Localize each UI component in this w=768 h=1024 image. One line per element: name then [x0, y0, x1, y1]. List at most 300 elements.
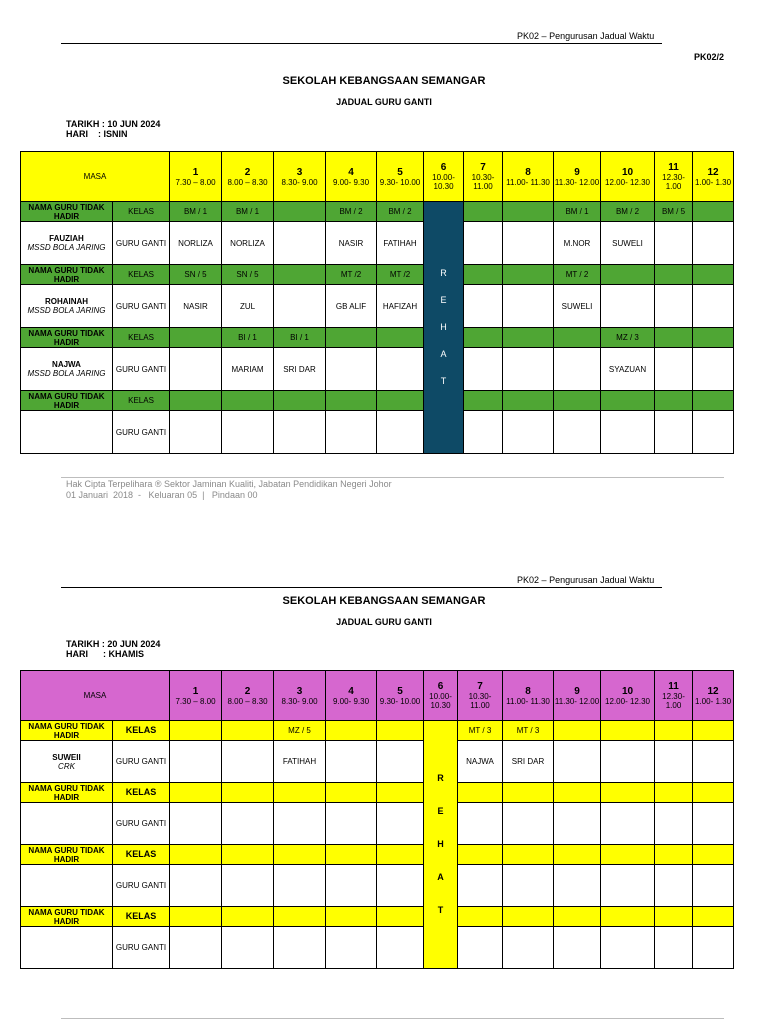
class-cell [503, 328, 554, 348]
class-cell [377, 328, 424, 348]
period-time: 7.30 – 8.00 [175, 696, 216, 706]
absent-teacher-label: NAMA GURU TIDAK HADIR [21, 845, 113, 865]
class-cell [170, 721, 222, 741]
period-number: 7 [480, 162, 486, 173]
masa-header: MASA [21, 152, 170, 202]
class-cell [170, 783, 222, 803]
period-time: 7.30 – 8.00 [175, 177, 216, 187]
rehat-letter: T [437, 905, 444, 915]
relief-teacher-cell [655, 222, 693, 265]
period-number: 10 [621, 685, 634, 697]
relief-teacher-cell: NASIR [170, 285, 222, 328]
class-cell: MZ / 5 [274, 721, 326, 741]
relief-teacher-cell [503, 411, 554, 454]
kelas-label: KELAS [113, 783, 170, 803]
relief-teacher-cell [601, 741, 655, 783]
period-header-3 [274, 671, 326, 721]
rehat-letter: R [440, 268, 447, 278]
relief-teacher-cell [377, 741, 424, 783]
absent-teacher-name: NAJWA [52, 360, 81, 369]
period-number: 9 [574, 685, 580, 697]
relief-teacher-cell: SUWELI [554, 285, 601, 328]
class-cell [274, 265, 326, 285]
date-label: TARIKH : 20 JUN 2024 [66, 639, 161, 649]
guru-ganti-label: GURU GANTI [113, 222, 170, 265]
class-cell [693, 391, 734, 411]
period-time: 8.00 – 8.30 [227, 177, 268, 187]
class-cell [222, 907, 274, 927]
class-cell [222, 845, 274, 865]
kelas-label: KELAS [113, 391, 170, 411]
absent-teacher-label: NAMA GURU TIDAK HADIR [21, 721, 113, 741]
rehat-column [424, 721, 458, 969]
period-number: 1 [192, 166, 199, 178]
relief-teacher-cell [326, 741, 377, 783]
class-cell [655, 265, 693, 285]
absent-teacher-label: NAMA GURU TIDAK HADIR [21, 202, 113, 222]
relief-teacher-cell [554, 348, 601, 391]
date-label: TARIKH : 10 JUN 2024 [66, 119, 161, 129]
relief-teacher-cell [693, 285, 734, 328]
relief-teacher-cell [170, 865, 222, 907]
period-number: 5 [397, 685, 403, 697]
rehat-letter: H [440, 322, 447, 332]
class-cell [377, 783, 424, 803]
absent-teacher-name: ROHAINAH [44, 297, 89, 306]
class-cell [554, 783, 601, 803]
school-title: SEKOLAH KEBANGSAAN SEMANGAR [282, 75, 486, 87]
class-cell [326, 845, 377, 865]
class-cell [655, 845, 693, 865]
period-time: 10.00- 10.30 [432, 173, 455, 191]
relief-teacher-cell: MARIAM [222, 348, 274, 391]
class-cell: MT / 3 [503, 721, 554, 741]
period-header-9 [554, 671, 601, 721]
header-rule-2 [61, 587, 662, 588]
relief-teacher-cell [601, 865, 655, 907]
class-cell [464, 328, 503, 348]
relief-teacher-cell [464, 285, 503, 328]
relief-teacher-cell: ZUL [222, 285, 274, 328]
period-time: 8.00 – 8.30 [227, 696, 268, 706]
relief-teacher-cell [503, 222, 554, 265]
period-number: 12 [707, 685, 719, 697]
class-cell [464, 202, 503, 222]
period-time: 12.30- 1.00 [662, 692, 685, 710]
relief-teacher-cell [601, 411, 655, 454]
relief-teacher-cell [170, 411, 222, 454]
class-cell [655, 783, 693, 803]
period-time: 8.30- 9.00 [281, 177, 318, 187]
period-header-1 [170, 671, 222, 721]
period-number: 8 [525, 685, 531, 697]
relief-teacher-cell [503, 803, 554, 845]
period-number: 9 [574, 166, 580, 178]
relief-teacher-cell [222, 803, 274, 845]
relief-teacher-cell: NAJWA [458, 741, 503, 783]
relief-teacher-cell [326, 927, 377, 969]
class-cell [274, 845, 326, 865]
class-cell [170, 845, 222, 865]
relief-teacher-cell [458, 803, 503, 845]
period-header-6 [424, 671, 458, 721]
class-cell [503, 391, 554, 411]
absent-teacher-note: MSSD BOLA JARING [27, 306, 106, 315]
period-header-10 [601, 152, 655, 202]
class-cell [464, 265, 503, 285]
class-cell [326, 907, 377, 927]
relief-teacher-cell [377, 411, 424, 454]
period-number: 5 [397, 166, 403, 178]
class-cell [601, 845, 655, 865]
period-time: 9.00- 9.30 [333, 177, 370, 187]
period-header-3 [274, 152, 326, 202]
header-dash: – [541, 31, 547, 41]
class-cell: BM / 2 [377, 202, 424, 222]
class-cell [601, 721, 655, 741]
relief-teacher-cell [655, 285, 693, 328]
class-cell [601, 391, 655, 411]
period-time: 10.00- 10.30 [429, 692, 452, 710]
relief-teacher-cell: NORLIZA [170, 222, 222, 265]
class-cell [601, 265, 655, 285]
period-time: 12.00- 12.30 [605, 177, 650, 187]
period-time: 11.00- 11.30 [506, 177, 550, 187]
period-time: 11.30- 12.00 [554, 177, 600, 187]
class-cell [503, 783, 554, 803]
kelas-label: KELAS [113, 907, 170, 927]
relief-teacher-cell [377, 348, 424, 391]
period-header-5 [377, 152, 424, 202]
class-cell [554, 328, 601, 348]
absent-teacher-label: NAMA GURU TIDAK HADIR [21, 391, 113, 411]
period-time: 1.00- 1.30 [695, 696, 732, 706]
class-cell [693, 328, 734, 348]
footer-copyright: Hak Cipta Terpelihara ® Sektor Jaminan Kualiti, Jabatan Pendidikan Negeri Johor [66, 479, 392, 489]
period-number: 1 [192, 685, 199, 697]
class-cell [693, 845, 734, 865]
class-cell [655, 907, 693, 927]
class-cell [326, 783, 377, 803]
rehat-letter: A [437, 872, 444, 882]
relief-teacher-cell [464, 348, 503, 391]
relief-teacher-cell: SYAZUAN [601, 348, 655, 391]
guru-ganti-label: GURU GANTI [113, 411, 170, 454]
period-header-8 [503, 671, 554, 721]
rehat-letter: A [440, 349, 447, 359]
guru-ganti-label: GURU GANTI [113, 348, 170, 391]
period-time: 9.30- 10.00 [379, 177, 421, 187]
class-cell [274, 391, 326, 411]
relief-teacher-cell: SUWELI [601, 222, 655, 265]
period-header-6 [424, 152, 464, 202]
period-header-9 [554, 152, 601, 202]
class-cell [377, 721, 424, 741]
guru-ganti-label: GURU GANTI [113, 865, 170, 907]
class-cell [554, 391, 601, 411]
period-time: 10.30- 11.00 [471, 173, 495, 191]
date-block [66, 119, 160, 139]
relief-teacher-cell [170, 348, 222, 391]
class-cell [458, 783, 503, 803]
relief-teacher-cell [464, 411, 503, 454]
kelas-label: KELAS [113, 265, 170, 285]
period-header-12 [693, 152, 734, 202]
relief-teacher-cell [222, 927, 274, 969]
class-cell [503, 845, 554, 865]
absent-teacher-label: NAMA GURU TIDAK HADIR [21, 907, 113, 927]
period-number: 10 [621, 166, 634, 178]
relief-teacher-cell: M.NOR [554, 222, 601, 265]
relief-teacher-cell [170, 927, 222, 969]
day-label: HARI : ISNIN [66, 129, 128, 139]
period-number: 7 [477, 681, 483, 692]
absent-teacher-cell [21, 285, 113, 328]
relief-teacher-cell [222, 865, 274, 907]
class-cell [170, 907, 222, 927]
period-number: 6 [440, 162, 447, 173]
relief-teacher-cell: NASIR [326, 222, 377, 265]
class-cell [377, 907, 424, 927]
period-header-11 [655, 152, 693, 202]
relief-teacher-cell [693, 741, 734, 783]
class-cell [170, 391, 222, 411]
header-code: PK02 [517, 31, 540, 41]
header-dash: – [541, 575, 547, 585]
period-header-4 [326, 671, 377, 721]
period-header-5 [377, 671, 424, 721]
page-header-2 [517, 575, 654, 585]
day-label: HARI : KHAMIS [66, 649, 144, 659]
relief-teacher-cell [503, 927, 554, 969]
class-cell: BI / 1 [274, 328, 326, 348]
absent-teacher-label: NAMA GURU TIDAK HADIR [21, 783, 113, 803]
relief-teacher-cell [503, 285, 554, 328]
period-header-7 [458, 671, 503, 721]
period-time: 11.30- 12.00 [554, 696, 600, 706]
class-cell [377, 391, 424, 411]
class-cell [693, 783, 734, 803]
relief-teacher-cell [693, 927, 734, 969]
class-cell [274, 907, 326, 927]
absent-teacher-note: MSSD BOLA JARING [27, 369, 106, 378]
absent-teacher-label: NAMA GURU TIDAK HADIR [21, 265, 113, 285]
class-cell [693, 202, 734, 222]
timetable-1 [20, 151, 734, 454]
period-number: 2 [244, 166, 251, 178]
header-code: PK02 [517, 575, 540, 585]
period-number: 4 [348, 166, 354, 178]
relief-teacher-cell [464, 222, 503, 265]
class-cell [326, 328, 377, 348]
period-time: 8.30- 9.00 [281, 696, 318, 706]
period-number: 2 [244, 685, 251, 697]
relief-teacher-cell [326, 803, 377, 845]
absent-teacher-note: MSSD BOLA JARING [27, 243, 106, 252]
absent-teacher-cell [21, 222, 113, 265]
class-cell: MZ / 3 [601, 328, 655, 348]
period-header-11 [655, 671, 693, 721]
class-cell: BM / 2 [601, 202, 655, 222]
footer-rule-2 [61, 1018, 724, 1019]
relief-teacher-cell [222, 411, 274, 454]
period-time: 12.30- 1.00 [662, 173, 685, 191]
relief-teacher-cell [503, 348, 554, 391]
guru-ganti-label: GURU GANTI [113, 285, 170, 328]
relief-teacher-cell [601, 285, 655, 328]
class-cell: BM / 2 [326, 202, 377, 222]
class-cell [655, 328, 693, 348]
class-cell [601, 783, 655, 803]
guru-ganti-label: GURU GANTI [113, 741, 170, 783]
class-cell [554, 907, 601, 927]
relief-teacher-cell [655, 741, 693, 783]
rehat-column [424, 202, 464, 454]
absent-teacher-cell [21, 803, 113, 845]
period-number: 3 [296, 166, 303, 178]
class-cell [274, 783, 326, 803]
period-header-4 [326, 152, 377, 202]
relief-teacher-cell [274, 285, 326, 328]
relief-teacher-cell [458, 927, 503, 969]
relief-teacher-cell [655, 803, 693, 845]
period-number: 4 [348, 685, 354, 697]
period-header-2 [222, 152, 274, 202]
relief-teacher-cell: NORLIZA [222, 222, 274, 265]
class-cell [693, 265, 734, 285]
relief-teacher-cell [655, 927, 693, 969]
relief-teacher-cell [170, 803, 222, 845]
relief-teacher-cell [377, 803, 424, 845]
class-cell [503, 202, 554, 222]
class-cell [222, 783, 274, 803]
class-cell [655, 721, 693, 741]
relief-teacher-cell [693, 348, 734, 391]
rehat-letter: R [437, 773, 444, 783]
rehat-letter: E [440, 295, 447, 305]
relief-teacher-cell [274, 865, 326, 907]
period-number: 6 [437, 681, 444, 692]
absent-teacher-cell [21, 411, 113, 454]
class-cell [274, 202, 326, 222]
class-cell [464, 391, 503, 411]
relief-teacher-cell [554, 927, 601, 969]
rehat-letter: E [437, 806, 444, 816]
kelas-label: KELAS [113, 721, 170, 741]
period-number: 12 [707, 166, 719, 178]
class-cell [554, 845, 601, 865]
absent-teacher-name: FAUZIAH [49, 234, 84, 243]
period-number: 3 [296, 685, 303, 697]
absent-teacher-note: CRK [58, 761, 75, 771]
relief-teacher-cell [554, 865, 601, 907]
date-block-2 [66, 639, 160, 659]
page-code: PK02/2 [694, 52, 725, 62]
relief-teacher-cell [693, 222, 734, 265]
period-header-7 [464, 152, 503, 202]
class-cell: BM / 1 [554, 202, 601, 222]
relief-teacher-cell [655, 411, 693, 454]
period-header-12 [693, 671, 734, 721]
period-time: 12.00- 12.30 [605, 696, 650, 706]
document-subtitle: JADUAL GURU GANTI [336, 97, 432, 107]
relief-teacher-cell [377, 865, 424, 907]
relief-teacher-cell: SRI DAR [503, 741, 554, 783]
header-title: Pengurusan Jadual Waktu [549, 31, 655, 41]
class-cell: SN / 5 [170, 265, 222, 285]
relief-teacher-cell [274, 927, 326, 969]
page-header [517, 31, 654, 41]
class-cell: BM / 1 [222, 202, 274, 222]
footer-edition: 01 Januari 2018 - Keluaran 05 | Pindaan 00 [66, 490, 258, 500]
kelas-label: KELAS [113, 845, 170, 865]
absent-teacher-name: SUWEII [52, 752, 81, 762]
class-cell [503, 265, 554, 285]
period-time: 10.30- 11.00 [468, 692, 492, 710]
class-cell [554, 721, 601, 741]
class-cell [458, 845, 503, 865]
class-cell [693, 721, 734, 741]
relief-teacher-cell [693, 803, 734, 845]
absent-teacher-cell [21, 741, 113, 783]
relief-teacher-cell [377, 927, 424, 969]
relief-teacher-cell [458, 865, 503, 907]
absent-teacher-cell [21, 348, 113, 391]
period-header-8 [503, 152, 554, 202]
class-cell [377, 845, 424, 865]
relief-teacher-cell: FATIHAH [274, 741, 326, 783]
relief-teacher-cell: GB ALIF [326, 285, 377, 328]
absent-teacher-cell [21, 927, 113, 969]
period-header-2 [222, 671, 274, 721]
relief-teacher-cell [274, 803, 326, 845]
class-cell [222, 391, 274, 411]
relief-teacher-cell [274, 411, 326, 454]
class-cell: BM / 5 [655, 202, 693, 222]
timetable-2 [20, 670, 734, 969]
class-cell [503, 907, 554, 927]
class-cell: MT /2 [377, 265, 424, 285]
period-header-1 [170, 152, 222, 202]
relief-teacher-cell [693, 865, 734, 907]
relief-teacher-cell [170, 741, 222, 783]
footer-rule [61, 477, 724, 478]
absent-teacher-label: NAMA GURU TIDAK HADIR [21, 328, 113, 348]
document-subtitle-2: JADUAL GURU GANTI [336, 617, 432, 627]
class-cell [458, 907, 503, 927]
period-time: 9.00- 9.30 [333, 696, 370, 706]
relief-teacher-cell [601, 803, 655, 845]
relief-teacher-cell [655, 865, 693, 907]
relief-teacher-cell [554, 741, 601, 783]
period-time: 1.00- 1.30 [695, 177, 732, 187]
relief-teacher-cell [274, 222, 326, 265]
kelas-label: KELAS [113, 202, 170, 222]
relief-teacher-cell: HAFIZAH [377, 285, 424, 328]
period-number: 11 [668, 162, 679, 173]
relief-teacher-cell: FATIHAH [377, 222, 424, 265]
relief-teacher-cell [554, 411, 601, 454]
class-cell: MT / 3 [458, 721, 503, 741]
class-cell [655, 391, 693, 411]
period-number: 8 [525, 166, 531, 178]
relief-teacher-cell [693, 411, 734, 454]
kelas-label: KELAS [113, 328, 170, 348]
guru-ganti-label: GURU GANTI [113, 927, 170, 969]
class-cell: BI / 1 [222, 328, 274, 348]
relief-teacher-cell: SRI DAR [274, 348, 326, 391]
guru-ganti-label: GURU GANTI [113, 803, 170, 845]
